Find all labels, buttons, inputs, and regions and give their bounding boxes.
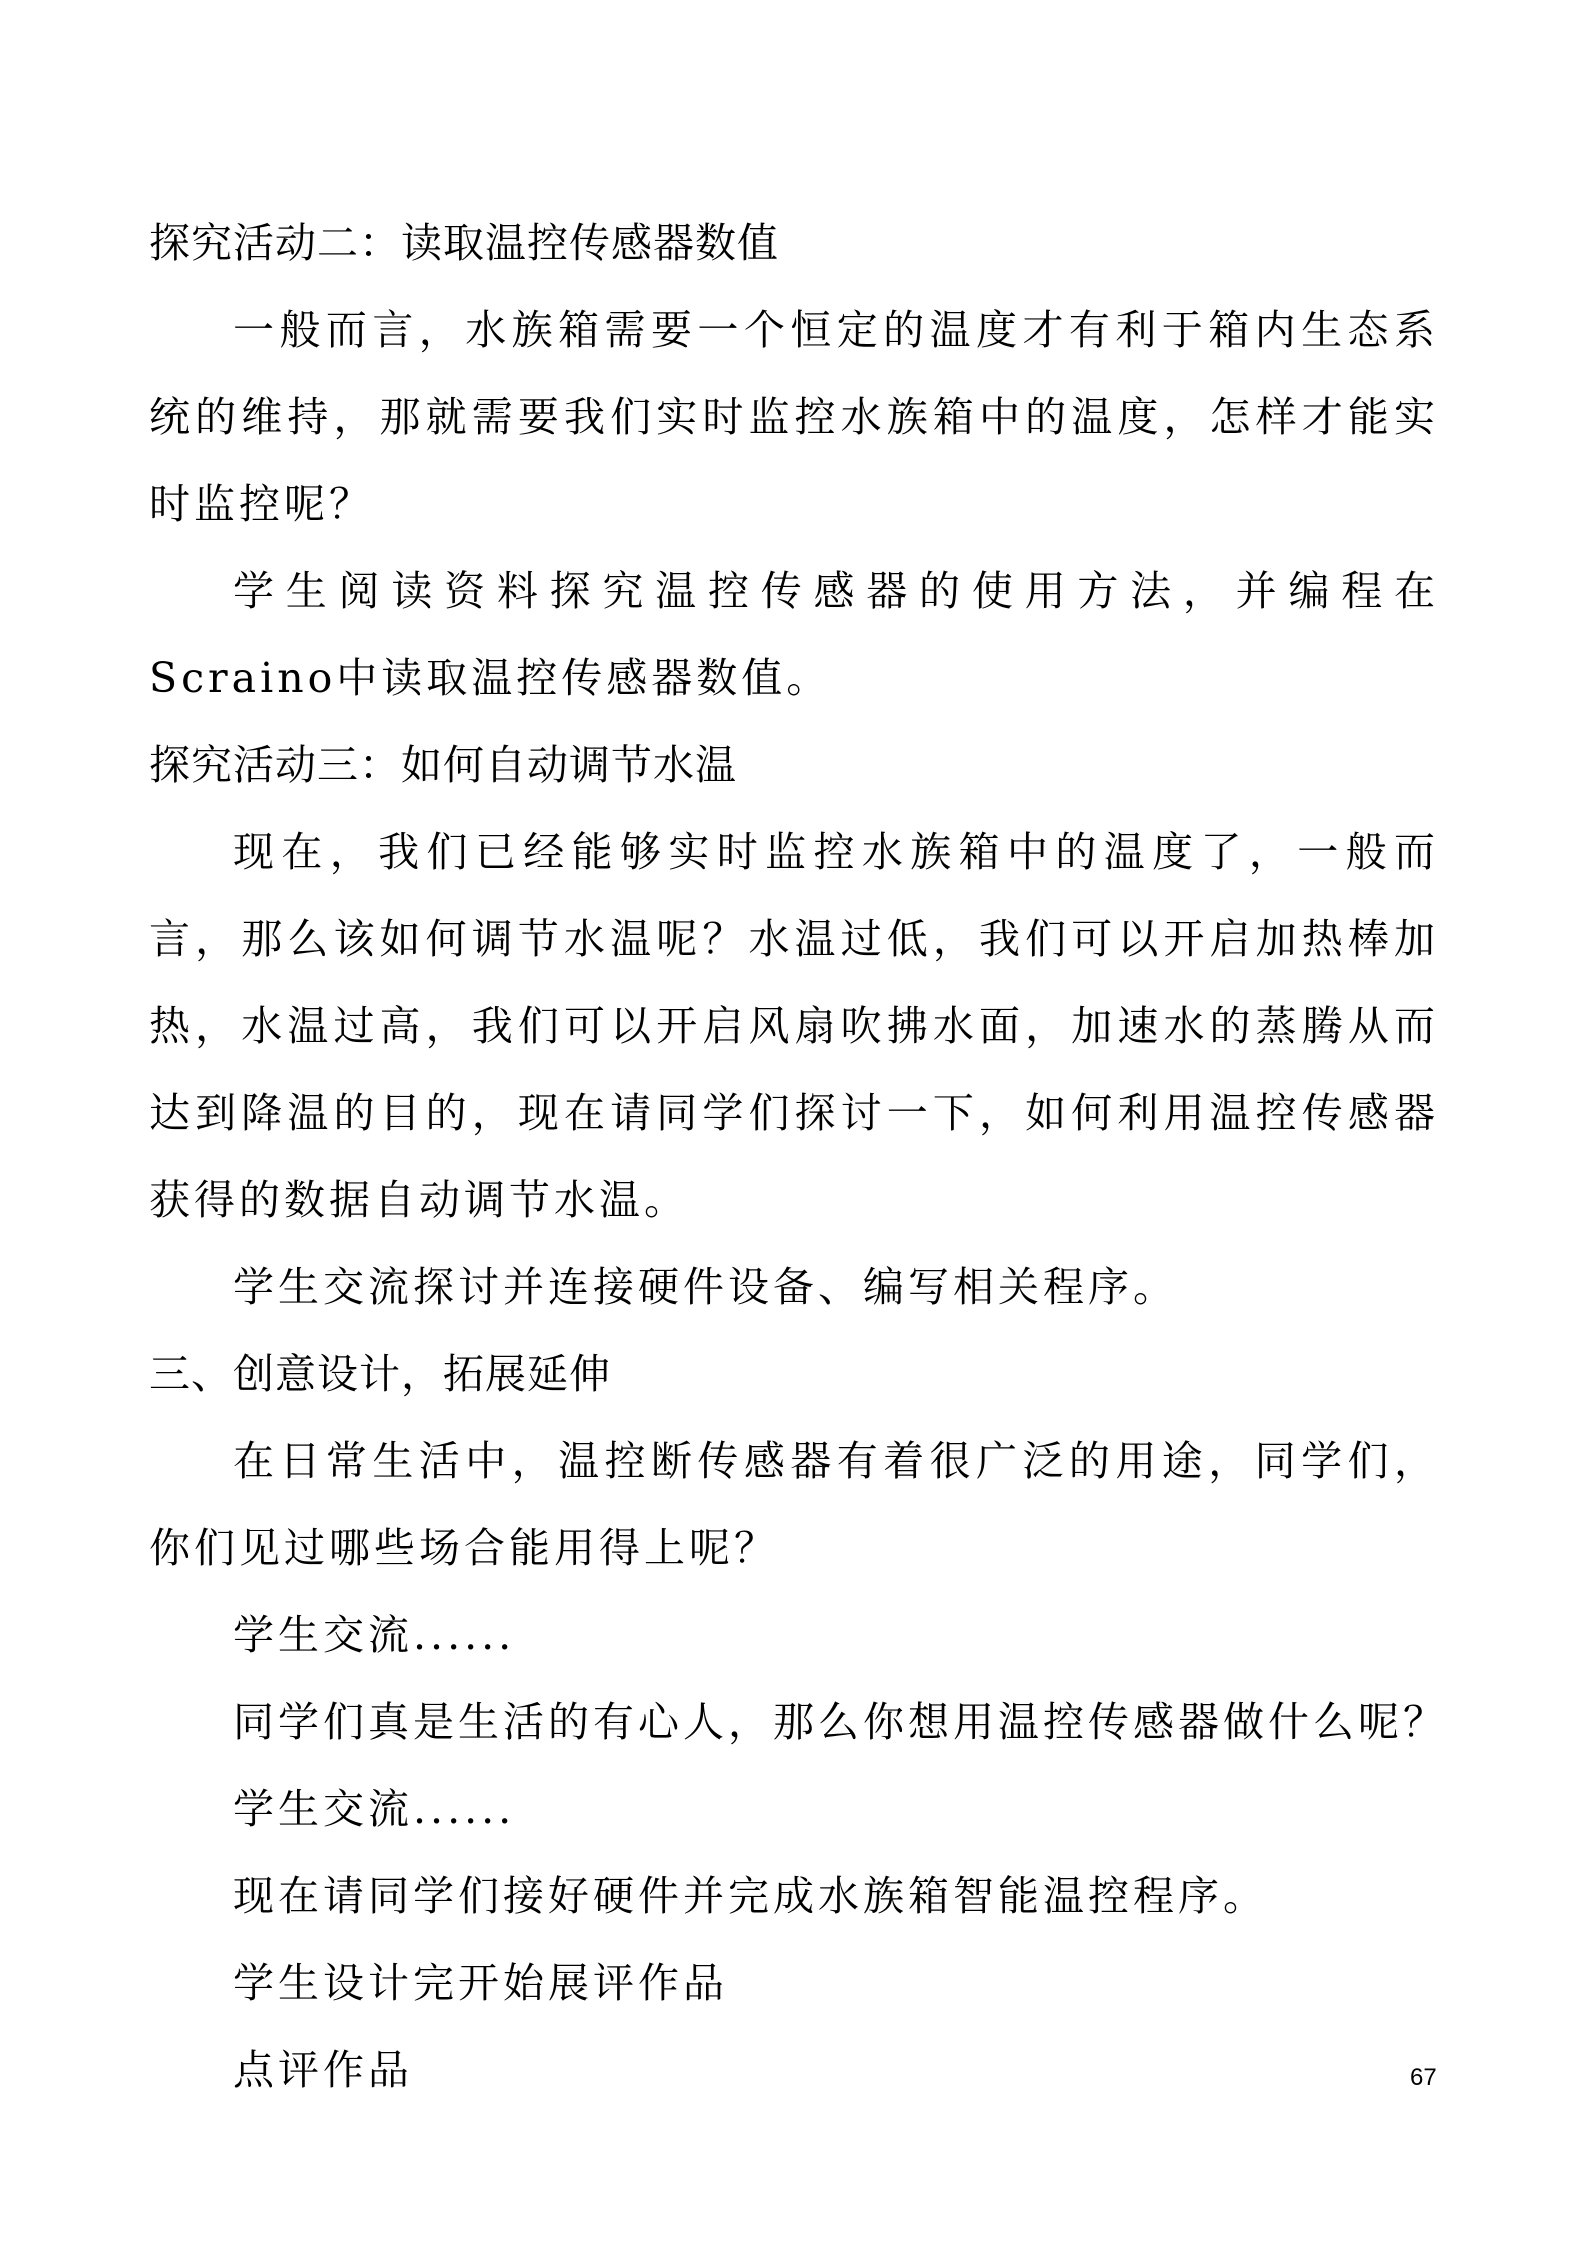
- paragraph-ask-use: 同学们真是生活的有心人，那么你想用温控传感器做什么呢？: [233, 1698, 1448, 1746]
- heading-activity-2: 探究活动二：读取温控传感器数值: [149, 219, 779, 267]
- paragraph-student-exchange-1: 学生交流......: [233, 1611, 516, 1659]
- paragraph-adjust-temperature: 现在，我们已经能够实时监控水族箱中的温度了，一般而言，那么该如何调节水温呢？水温过低，我们可以开启加热棒加热，水温过高，我们可以开启风扇吹拂水面，加速水的蒸腾从而达到降温的目的，现在请同学们探讨一下，如何利用温控传感器获得的数据自动调节水温。: [149, 828, 1439, 1224]
- heading-section-3: 三、创意设计，拓展延伸: [149, 1350, 611, 1398]
- paragraph-connect-hardware: 学生交流探讨并连接硬件设备、编写相关程序。: [233, 1263, 1178, 1311]
- paragraph-intro-temperature: 一般而言，水族箱需要一个恒定的温度才有利于箱内生态系统的维持，那就需要我们实时监控水族箱中的温度，怎样才能实时监控呢？: [149, 306, 1439, 528]
- paragraph-read-sensor: 学生阅读资料探究温控传感器的使用方法，并编程在Scraino中读取温控传感器数值。: [149, 567, 1439, 702]
- paragraph-daily-use: 在日常生活中，温控断传感器有着很广泛的用途，同学们，你们见过哪些场合能用得上呢？: [149, 1437, 1439, 1572]
- heading-activity-3: 探究活动三：如何自动调节水温: [149, 741, 737, 789]
- paragraph-show-works: 学生设计完开始展评作品: [233, 1959, 728, 2007]
- page-number: 67: [1410, 2064, 1437, 2091]
- paragraph-student-exchange-2: 学生交流......: [233, 1785, 516, 1833]
- paragraph-comment-works: 点评作品: [233, 2046, 413, 2094]
- document-body: [149, 200, 1448, 2114]
- paragraph-complete-program: 现在请同学们接好硬件并完成水族箱智能温控程序。: [233, 1872, 1268, 1920]
